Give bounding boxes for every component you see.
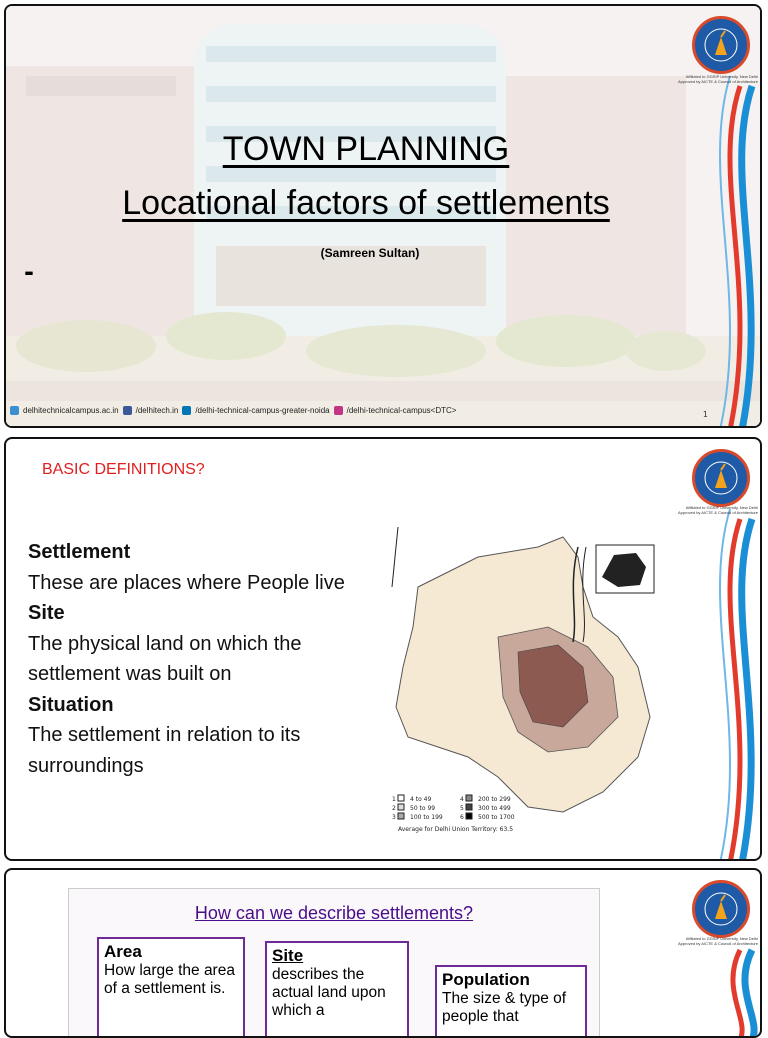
box-text: describes the actual land upon which a xyxy=(272,966,386,1019)
author-name: (Samreen Sultan) xyxy=(320,246,420,260)
definition-term: Settlement xyxy=(28,541,131,563)
definition-term: Site xyxy=(28,602,65,624)
legend-number: 2 xyxy=(392,805,396,812)
legend-label: 300 to 499 xyxy=(478,805,511,812)
footer-instagram[interactable]: /delhi-technical-campus<DTC> xyxy=(346,406,457,415)
legend-label: 200 to 299 xyxy=(478,796,511,803)
logo-caption: Affiliated to GGSIP University, New Delhi Approved by AICTE & Council of Architecture xyxy=(677,505,758,515)
globe-icon xyxy=(10,406,19,415)
page-number: 1 xyxy=(702,410,708,419)
slide-title-line2: Locational factors of settlements xyxy=(122,184,610,222)
panel-title: How can we describe settlements? xyxy=(194,903,474,923)
footer-linkedin[interactable]: /delhi-technical-campus-greater-noida xyxy=(195,406,330,415)
legend-label: 4 to 49 xyxy=(410,796,432,803)
instagram-icon xyxy=(334,406,343,415)
social-footer xyxy=(10,406,456,415)
facebook-icon xyxy=(123,406,132,415)
footer-facebook[interactable]: /delhitech.in xyxy=(135,406,179,415)
legend-label: 100 to 199 xyxy=(410,814,443,821)
legend-label: 500 to 1700 xyxy=(478,814,515,821)
footer-website[interactable]: delhitechnicalcampus.ac.in xyxy=(23,406,119,415)
describe-panel xyxy=(68,888,600,1038)
definition-text: The physical land on which the settlement was built on xyxy=(28,632,302,685)
bullet-dash: - xyxy=(24,258,34,286)
definitions-list xyxy=(28,537,368,781)
box-text: The size & type of people that xyxy=(442,990,567,1025)
info-box-area xyxy=(97,937,245,1038)
slide-title-line1: TOWN PLANNING xyxy=(222,130,510,168)
legend-number: 1 xyxy=(392,796,396,803)
legend-number: 5 xyxy=(460,805,464,812)
definition-term: Situation xyxy=(28,693,114,716)
box-title: Population xyxy=(442,970,530,989)
info-box-site xyxy=(265,941,409,1038)
legend-number: 3 xyxy=(392,814,396,821)
section-heading: BASIC DEFINITIONS? xyxy=(42,461,205,478)
definition-text: These are places where People live xyxy=(28,571,345,594)
linkedin-icon xyxy=(182,406,191,415)
info-box-population xyxy=(435,965,587,1038)
slide-title xyxy=(4,4,762,428)
legend-number: 4 xyxy=(460,796,464,803)
box-title: Area xyxy=(104,942,142,961)
map-average-note: Average for Delhi Union Territory: 63.5 xyxy=(398,826,514,833)
slide-basic-definitions xyxy=(4,437,762,861)
delhi-density-map xyxy=(388,527,658,837)
college-logo xyxy=(692,449,750,507)
slide-describe-settlements xyxy=(4,868,762,1038)
logo-caption: Affiliated to GGSIP University, New Delhi Approved by AICTE & Council of Architecture xyxy=(677,936,758,946)
college-logo xyxy=(692,880,750,938)
definition-text: The settlement in relation to its surroundings xyxy=(28,724,301,777)
box-text: How large the area of a settlement is. xyxy=(104,962,235,997)
college-logo xyxy=(692,16,750,74)
box-title: Site xyxy=(272,946,304,965)
logo-caption: Affiliated to GGSIP University, New Delhi Approved by AICTE & Council of Architecture xyxy=(677,74,758,84)
legend-label: 50 to 99 xyxy=(410,805,436,812)
legend-number: 6 xyxy=(460,814,464,821)
